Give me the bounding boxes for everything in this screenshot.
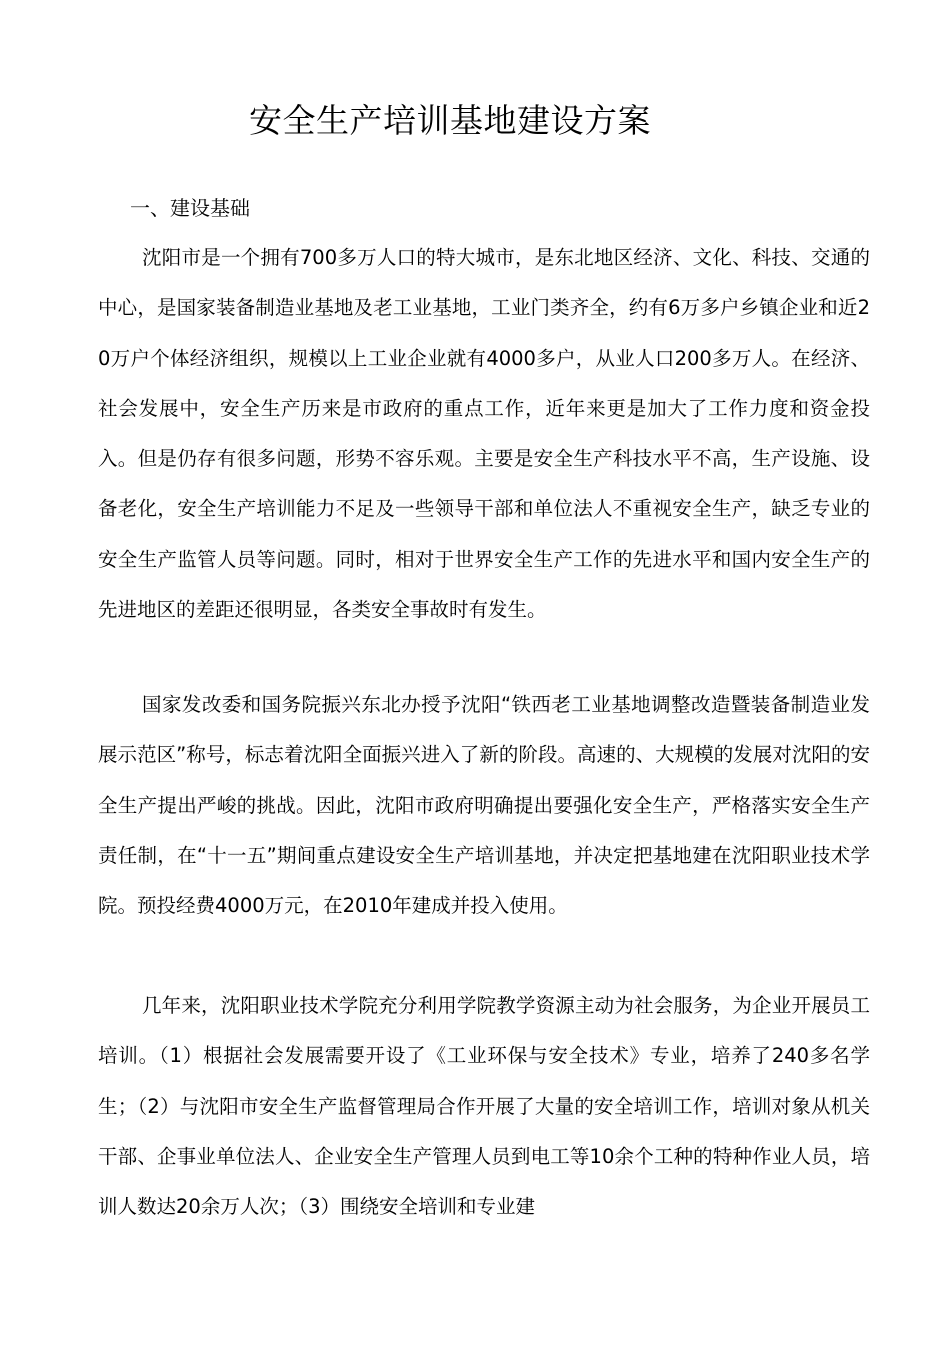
body-paragraph: 国家发改委和国务院振兴东北办授予沈阳“铁西老工业基地调整改造暨装备制造业发展示范区”称号，标志着沈阳全面振兴进入了新的阶段。高速的、大规模的发展对沈阳的安全生产提出严峻的挑战。因此，沈阳市政府明确提出要强化安全生产，严格落实安全生产责任制，在“十一五”期间重点建设安全生产培训基地，并决定把基地建在沈阳职业技术学院。预投经费4000万元，在2010年建成并投入使用。	[98, 693, 870, 918]
body-paragraph: 几年来，沈阳职业技术学院充分利用学院教学资源主动为社会服务，为企业开展员工培训。（1）根据社会发展需要开设了《工业环保与安全技术》专业，培养了240多名学生；（2）与沈阳市安全生产监督管理局合作开展了大量的安全培训工作，培训对象从机关干部、企事业单位法人、企业安全生产管理人员到电工等10余个工种的特种作业人员，培训人数达20余万人次；（3）围绕安全培训和专业建	[98, 994, 870, 1219]
body-paragraph: 沈阳市是一个拥有700多万人口的特大城市，是东北地区经济、文化、科技、交通的中心，是国家装备制造业基地及老工业基地，工业门类齐全，约有6万多户乡镇企业和近20万户个体经济组织，规模以上工业企业就有4000多户，从业人口200多万人。在经济、社会发展中，安全生产历来是市政府的重点工作，近年来更是加大了工作力度和资金投入。但是仍存有很多问题，形势不容乐观。主要是安全生产科技水平不高，生产设施、设备老化，安全生产培训能力不足及一些领导干部和单位法人不重视安全生产，缺乏专业的安全生产监管人员等问题。同时，相对于世界安全生产工作的先进水平和国内安全生产的先进地区的差距还很明显，各类安全事故时有发生。	[98, 246, 870, 622]
section-heading: 一、建设基础	[130, 196, 250, 220]
document-title: 安全生产培训基地建设方案	[249, 101, 651, 140]
